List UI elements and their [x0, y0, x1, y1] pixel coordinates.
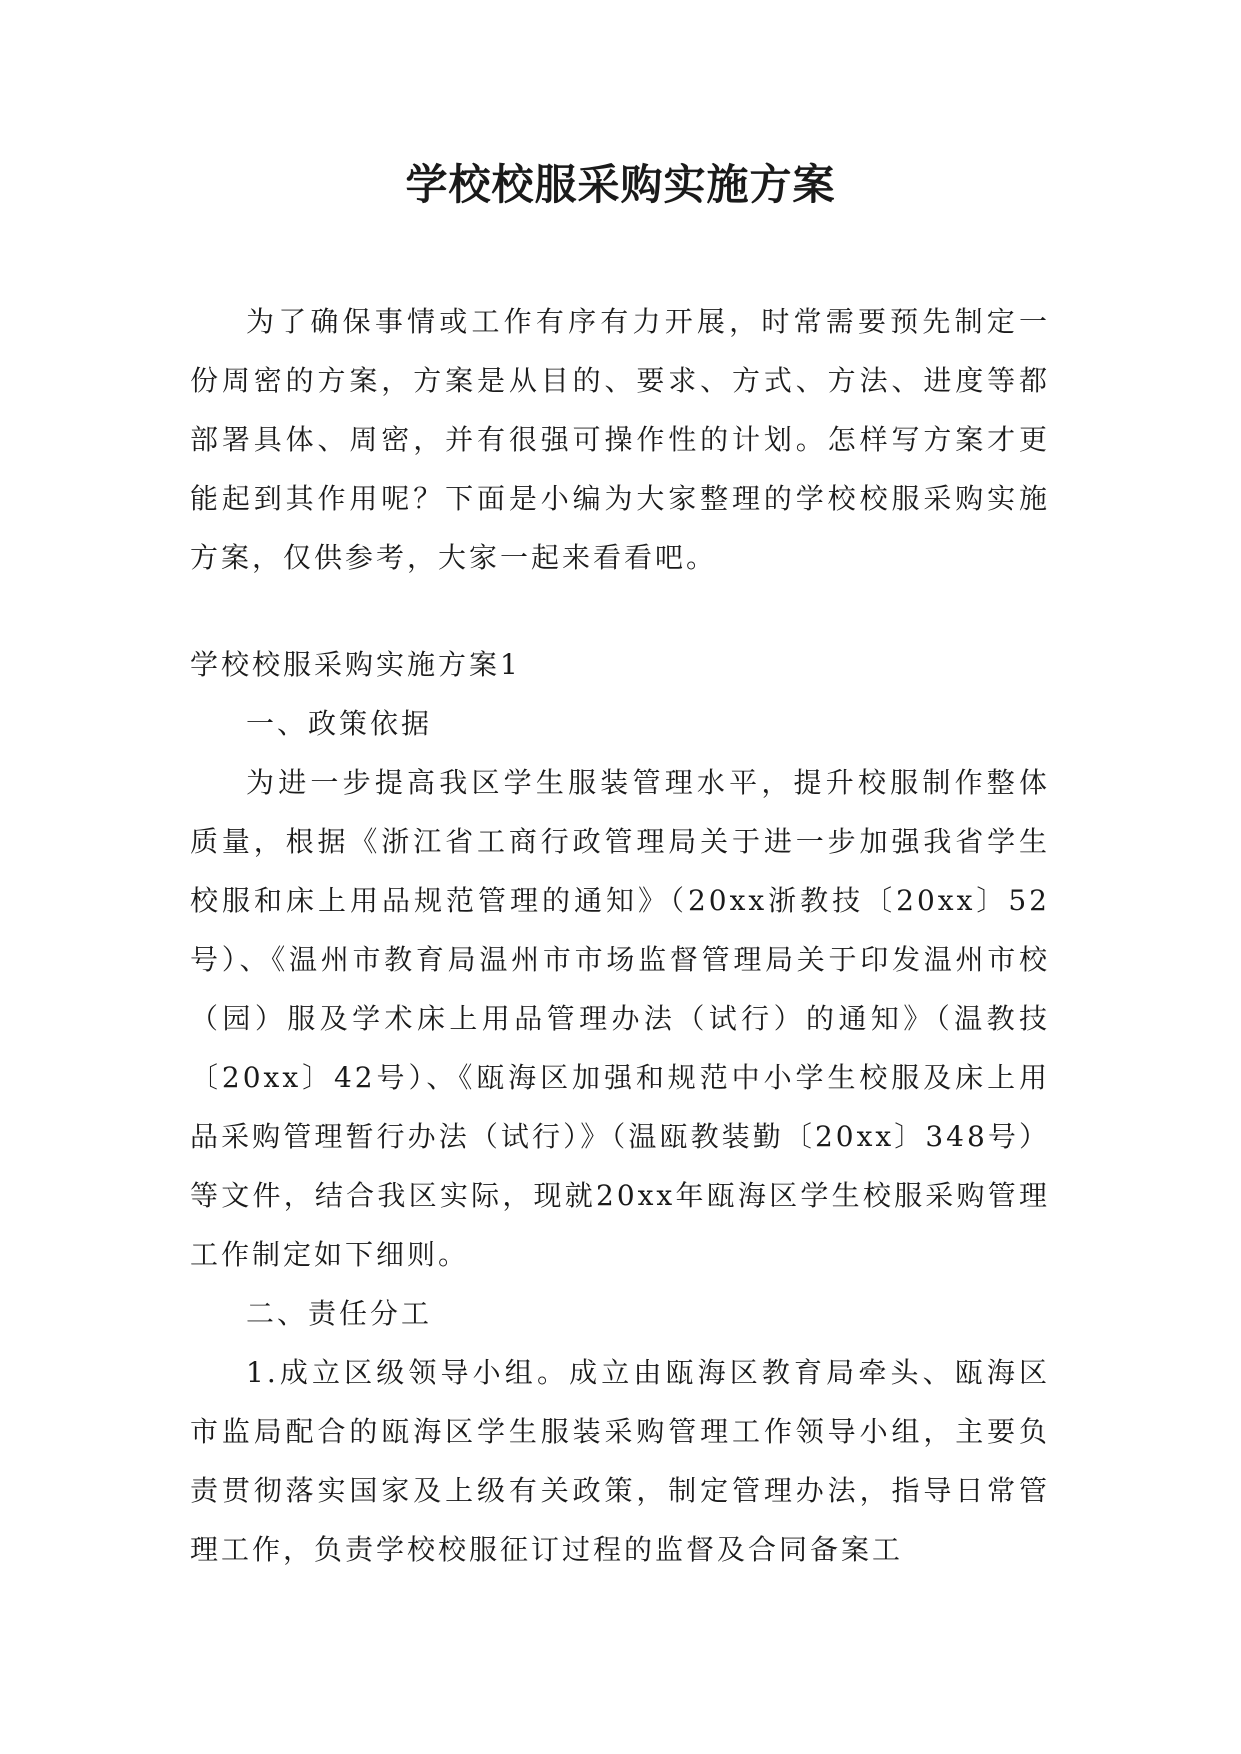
- policy-paragraph: 为进一步提高我区学生服装管理水平，提升校服制作整体质量，根据《浙江省工商行政管理局关于进一步加强我省学生校服和床上用品规范管理的通知》（20xx浙教技〔20xx〕52号）、《温州市教育局温州市市场监督管理局关于印发温州市校（园）服及学术床上用品管理办法（试行）的通知》（温教技〔20xx〕42号）、《瓯海区加强和规范中小学生校服及床上用品采购管理暂行办法（试行）》（温瓯教装勤〔20xx〕348号）等文件，结合我区实际，现就20xx年瓯海区学生校服采购管理工作制定如下细则。: [190, 766, 1050, 1271]
- heading-policy-basis: 一、政策依据: [246, 707, 433, 740]
- responsibility-paragraph: 1.成立区级领导小组。成立由瓯海区教育局牵头、瓯海区市监局配合的瓯海区学生服装采购管理工作领导小组，主要负责贯彻落实国家及上级有关政策，制定管理办法，指导日常管理工作，负责学校校服征订过程的监督及合同备案工: [190, 1356, 1050, 1566]
- heading-responsibilities: 二、责任分工: [246, 1297, 433, 1330]
- document-body: [190, 292, 1050, 1579]
- spacer: [190, 587, 1050, 635]
- intro-paragraph: 为了确保事情或工作有序有力开展，时常需要预先制定一份周密的方案，方案是从目的、要求、方式、方法、进度等都部署具体、周密，并有很强可操作性的计划。怎样写方案才更能起到其作用呢？下面是小编为大家整理的学校校服采购实施方案，仅供参考，大家一起来看看吧。: [190, 305, 1050, 574]
- section-title: 学校校服采购实施方案1: [190, 648, 521, 681]
- document-title: 学校校服采购实施方案: [405, 160, 836, 209]
